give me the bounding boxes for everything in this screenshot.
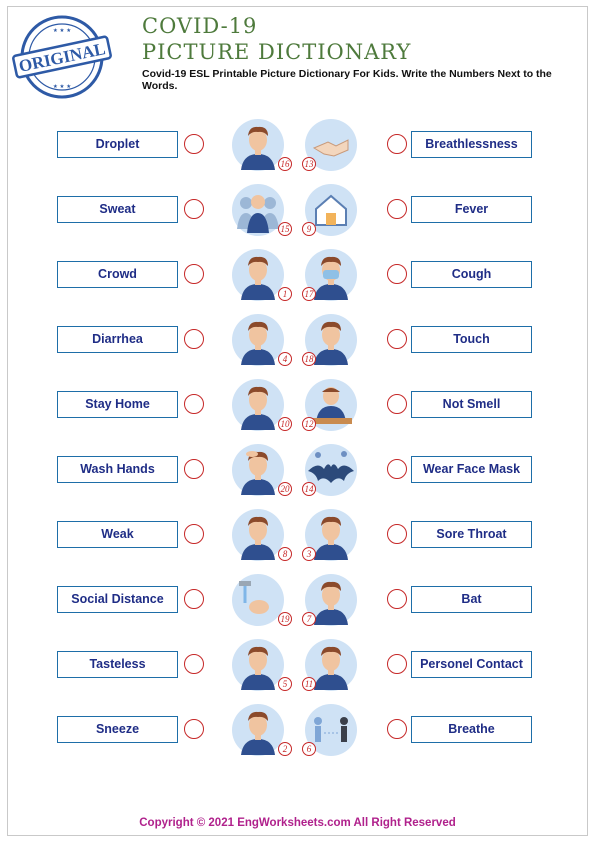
picture-number-b: 13 [302, 157, 316, 171]
instructions: Covid-19 ESL Printable Picture Dictionary For Kids. Write the Numbers Next to the Words. [142, 68, 552, 92]
picture-number-a: 15 [278, 222, 292, 236]
answer-circle-right[interactable] [387, 199, 407, 219]
word-box-left: Diarrhea [57, 326, 178, 353]
answer-circle-left[interactable] [184, 524, 204, 544]
word-box-right: Wear Face Mask [411, 456, 532, 483]
boy-weak-icon [231, 638, 285, 692]
picture-number-a: 2 [278, 742, 292, 756]
picture-number-a: 4 [278, 352, 292, 366]
answer-circle-right[interactable] [387, 524, 407, 544]
boy-hand-mouth-icon [231, 118, 285, 172]
picture-number-a: 8 [278, 547, 292, 561]
wash-hands-icon [231, 573, 285, 627]
answer-circle-right[interactable] [387, 589, 407, 609]
word-box-left: Stay Home [57, 391, 178, 418]
dictionary-row [0, 521, 595, 561]
dictionary-row [0, 326, 595, 366]
picture-number-b: 14 [302, 482, 316, 496]
word-box-right: Not Smell [411, 391, 532, 418]
answer-circle-left[interactable] [184, 199, 204, 219]
answer-circle-right[interactable] [387, 654, 407, 674]
picture-number-b: 11 [302, 677, 316, 691]
word-box-right: Sore Throat [411, 521, 532, 548]
picture-number-b: 18 [302, 352, 316, 366]
answer-circle-right[interactable] [387, 459, 407, 479]
answer-circle-left[interactable] [184, 329, 204, 349]
dictionary-row [0, 716, 595, 756]
answer-circle-right[interactable] [387, 134, 407, 154]
answer-circle-right[interactable] [387, 329, 407, 349]
svg-text:★ ★ ★: ★ ★ ★ [52, 28, 72, 34]
answer-circle-right[interactable] [387, 264, 407, 284]
picture-number-a: 20 [278, 482, 292, 496]
dictionary-row [0, 131, 595, 171]
dictionary-row [0, 651, 595, 691]
dictionary-row [0, 391, 595, 431]
word-box-left: Weak [57, 521, 178, 548]
answer-circle-left[interactable] [184, 589, 204, 609]
word-box-left: Sweat [57, 196, 178, 223]
original-stamp [12, 14, 112, 100]
page-title-line1: COVID-19 [142, 14, 258, 38]
answer-circle-left[interactable] [184, 264, 204, 284]
boy-fever-icon [231, 443, 285, 497]
answer-circle-left[interactable] [184, 394, 204, 414]
picture-number-b: 17 [302, 287, 316, 301]
crowd-icon [231, 183, 285, 237]
picture-number-b: 6 [302, 742, 316, 756]
boy-cough-icon [231, 248, 285, 302]
boy-breathe-icon [231, 378, 285, 432]
word-box-right: Bat [411, 586, 532, 613]
picture-number-a: 5 [278, 677, 292, 691]
svg-text:★ ★ ★: ★ ★ ★ [52, 84, 72, 90]
word-box-left: Crowd [57, 261, 178, 288]
word-box-left: Droplet [57, 131, 178, 158]
page-title-line2: PICTURE DICTIONARY [142, 40, 412, 64]
picture-number-b: 7 [302, 612, 316, 626]
answer-circle-right[interactable] [387, 394, 407, 414]
picture-number-a: 16 [278, 157, 292, 171]
answer-circle-left[interactable] [184, 134, 204, 154]
answer-circle-right[interactable] [387, 719, 407, 739]
svg-text:ORIGINAL: ORIGINAL [17, 39, 108, 76]
word-box-right: Cough [411, 261, 532, 288]
dictionary-row [0, 456, 595, 496]
dictionary-row [0, 196, 595, 236]
picture-number-b: 12 [302, 417, 316, 431]
boy-sore-throat-icon [231, 313, 285, 367]
word-box-right: Touch [411, 326, 532, 353]
word-box-right: Personel Contact [411, 651, 532, 678]
answer-circle-left[interactable] [184, 654, 204, 674]
answer-circle-left[interactable] [184, 719, 204, 739]
boy-breathless-icon [231, 703, 285, 757]
copyright-footer: Copyright © 2021 EngWorksheets.com All Right Reserved [139, 817, 456, 829]
word-box-left: Tasteless [57, 651, 178, 678]
boy-sweat-icon [231, 508, 285, 562]
picture-number-b: 9 [302, 222, 316, 236]
word-box-left: Wash Hands [57, 456, 178, 483]
picture-number-a: 19 [278, 612, 292, 626]
dictionary-row [0, 261, 595, 301]
word-box-right: Breathe [411, 716, 532, 743]
word-box-left: Social Distance [57, 586, 178, 613]
word-box-right: Fever [411, 196, 532, 223]
word-box-left: Sneeze [57, 716, 178, 743]
picture-number-b: 3 [302, 547, 316, 561]
dictionary-row [0, 586, 595, 626]
picture-number-a: 10 [278, 417, 292, 431]
word-box-right: Breathlessness [411, 131, 532, 158]
answer-circle-left[interactable] [184, 459, 204, 479]
picture-number-a: 1 [278, 287, 292, 301]
